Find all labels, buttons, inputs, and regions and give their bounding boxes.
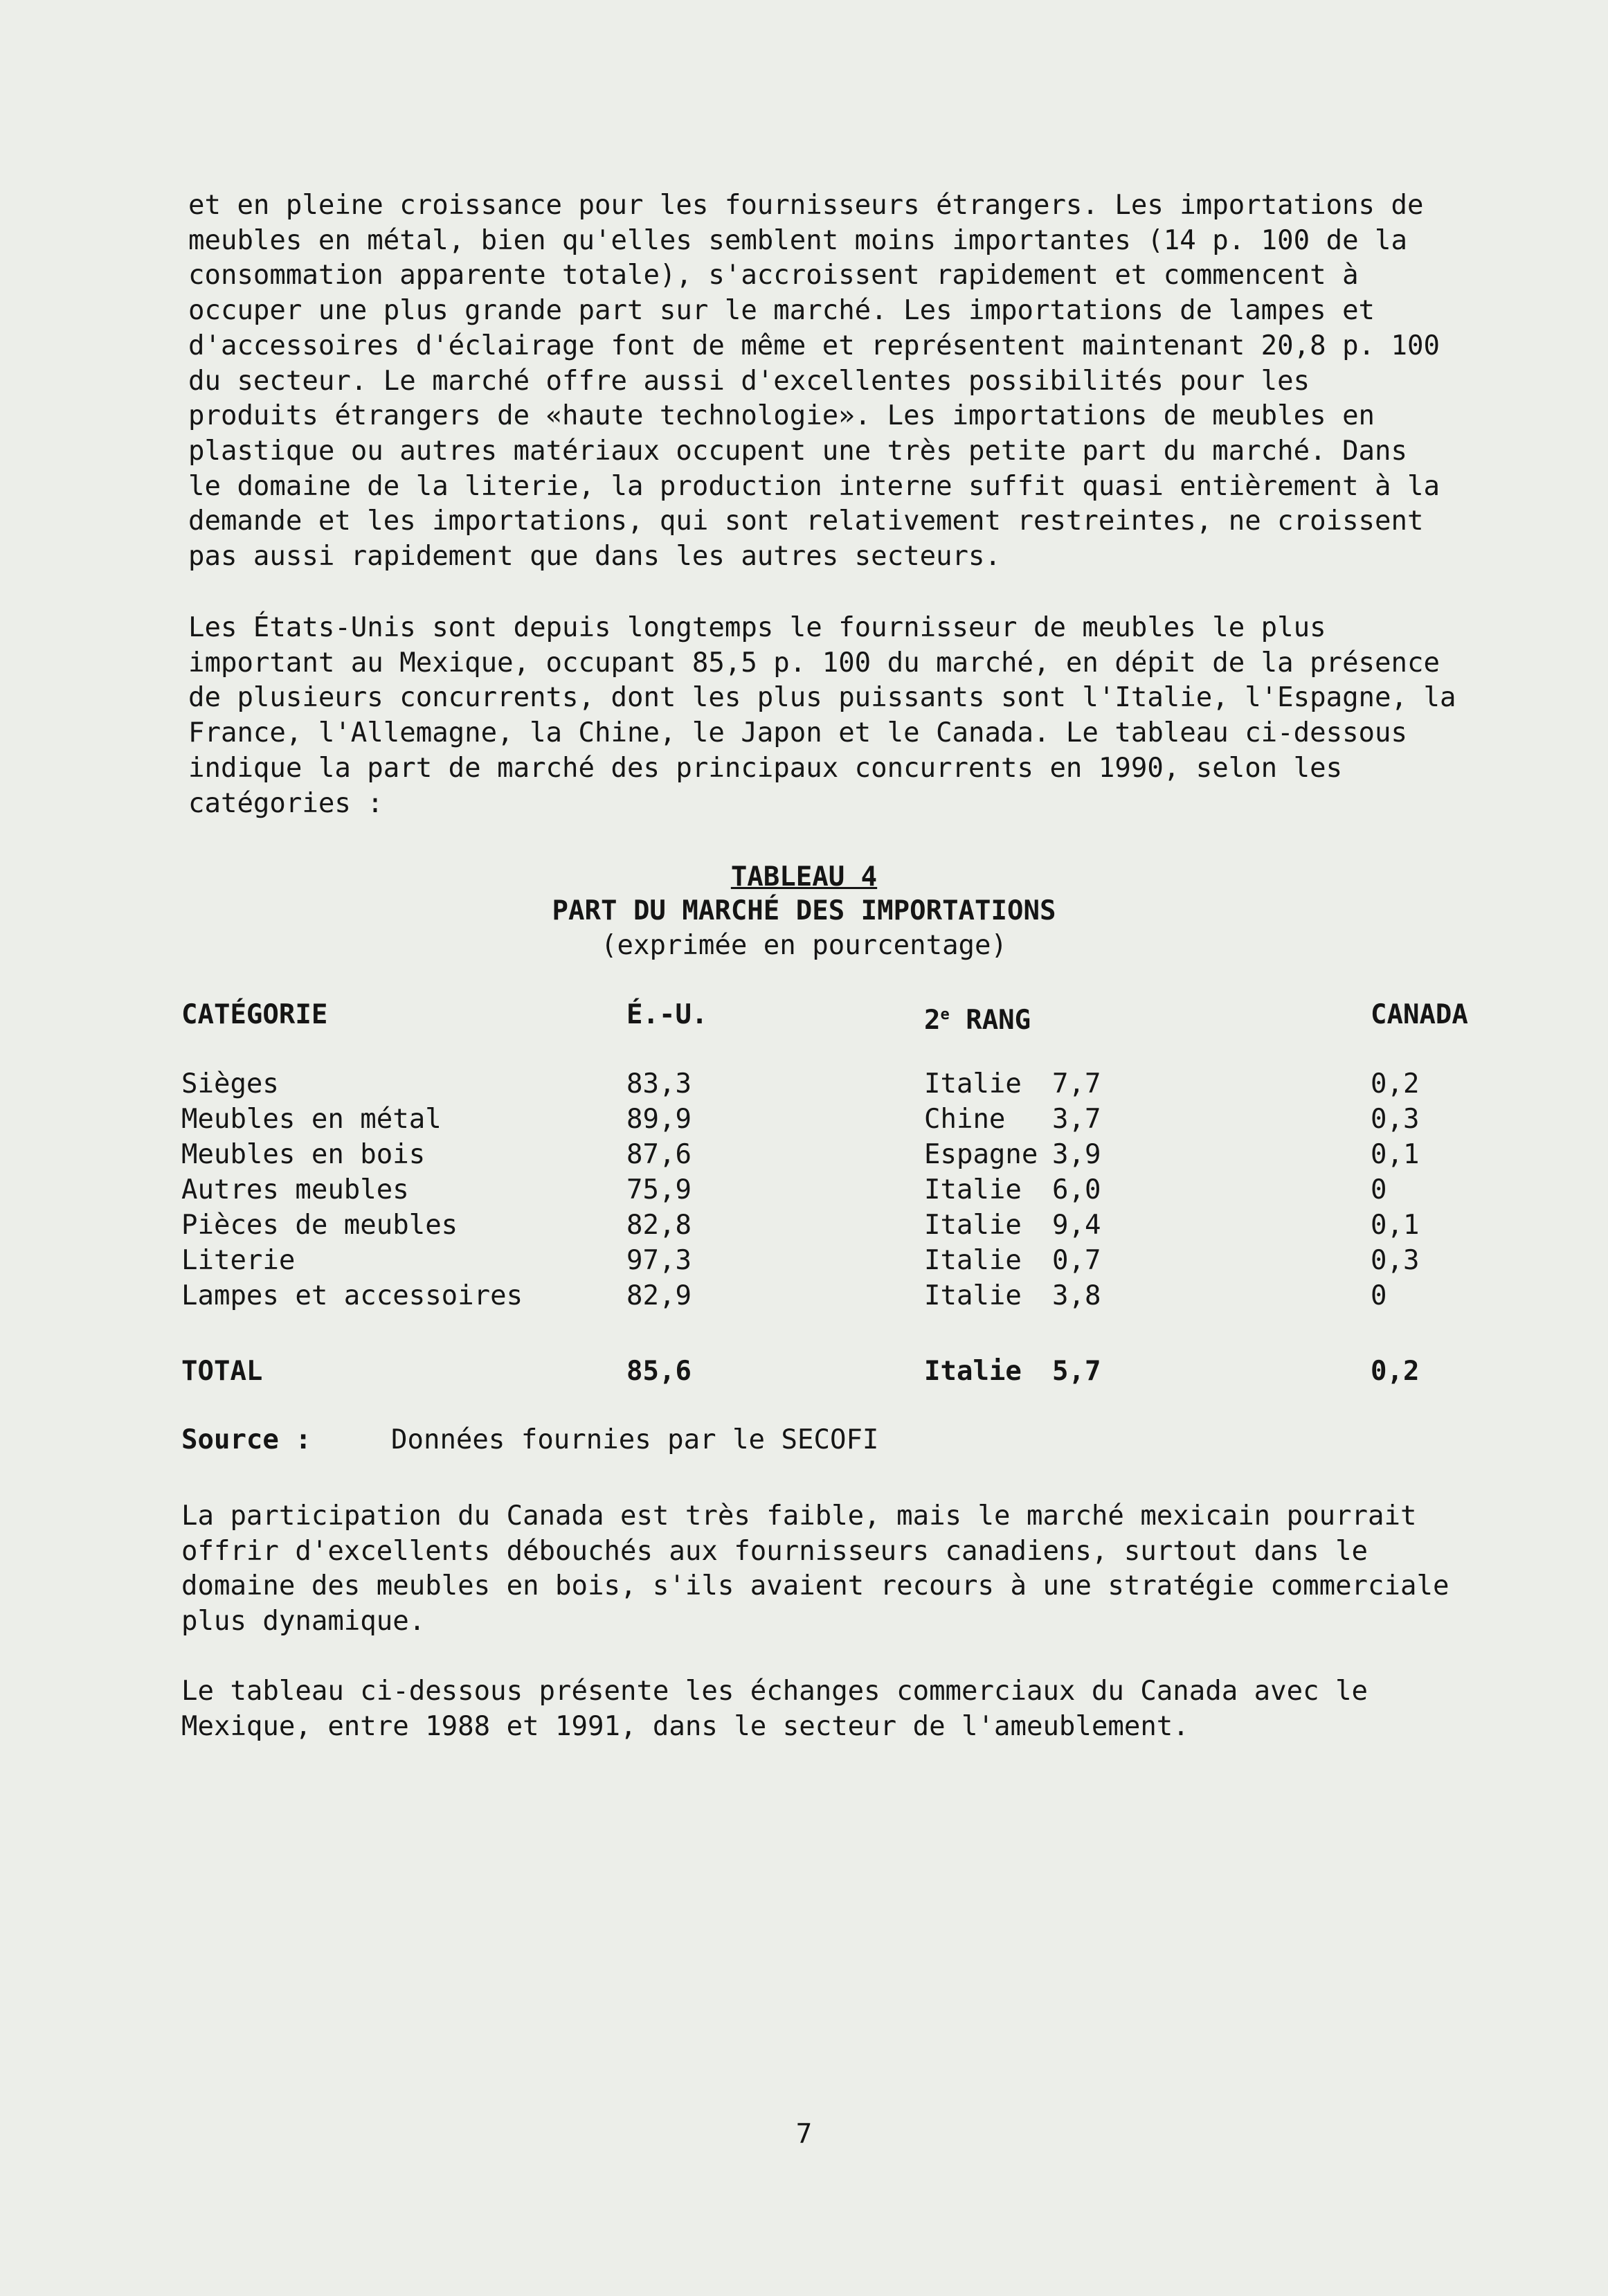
cell-canada: 0	[1371, 1280, 1387, 1311]
cell-second-value: 7,7	[1052, 1068, 1101, 1100]
cell-second-country: Italie	[924, 1174, 1022, 1205]
cell-canada: 0,2	[1371, 1068, 1420, 1100]
page-number: 7	[795, 2119, 813, 2150]
cell-category: Meubles en métal	[181, 1104, 442, 1135]
paragraph-canada-participation: La participation du Canada est très faible, mais le marché mexicain pourrait offrir d'excellents débouchés aux fournisseurs canadiens, surtout dans le domaine des meubles en bois, s'ils avaient recours à une stratégie commerciale plus dynamique.	[181, 1500, 1449, 1638]
cell-us: 83,3	[626, 1068, 692, 1100]
cell-canada: 0	[1371, 1174, 1387, 1205]
cell-canada: 0,1	[1371, 1139, 1420, 1170]
cell-category: Pièces de meubles	[181, 1210, 458, 1241]
total-canada: 0,2	[1371, 1356, 1420, 1387]
cell-category: Literie	[181, 1245, 296, 1276]
cell-second-country: Italie	[924, 1280, 1022, 1311]
cell-us: 87,6	[626, 1139, 692, 1170]
cell-second-value: 6,0	[1052, 1174, 1101, 1205]
cell-second-value: 3,7	[1052, 1104, 1101, 1135]
cell-category: Sièges	[181, 1068, 279, 1100]
cell-us: 97,3	[626, 1245, 692, 1276]
table-title: PART DU MARCHÉ DES IMPORTATIONS	[552, 895, 1056, 926]
cell-second-value: 9,4	[1052, 1210, 1101, 1241]
cell-us: 89,9	[626, 1104, 692, 1135]
header-canada: CANADA	[1371, 999, 1468, 1030]
table-number: TABLEAU 4	[730, 861, 878, 893]
total-us: 85,6	[626, 1356, 692, 1387]
cell-second-value: 3,8	[1052, 1280, 1101, 1311]
cell-second-country: Chine	[924, 1104, 1006, 1135]
cell-category: Lampes et accessoires	[181, 1280, 523, 1311]
cell-second-value: 0,7	[1052, 1245, 1101, 1276]
paragraph-us-supplier: Les États-Unis sont depuis longtemps le fournisseur de meubles le plus important au Mexique, occupant 85,5 p. 100 du marché, en dépit de la présence de plusieurs concurrents, dont les plus puissants sont l'Italie, l'Espagne, la France, l'Allemagne, la Chine, le Japon et le Canada. Le tableau ci-dessous indique la part de marché des principaux concurrents en 1990, selon les catégories :	[188, 612, 1456, 819]
total-second-country: Italie	[924, 1356, 1022, 1387]
cell-second-country: Italie	[924, 1068, 1022, 1100]
header-category: CATÉGORIE	[181, 999, 328, 1030]
cell-us: 82,8	[626, 1210, 692, 1241]
table-subtitle: (exprimée en pourcentage)	[601, 930, 1007, 961]
source-label: Source :	[181, 1424, 311, 1455]
paragraph-import-trends: et en pleine croissance pour les fournisseurs étrangers. Les importations de meubles en métal, bien qu'elles semblent moins importantes (14 p. 100 de la consommation apparente totale), s'accroissent rapidement et commencent à occuper une plus grande part sur le marché. Les importations de lampes et d'accessoires d'éclairage font de même et représentent maintenant 20,8 p. 100 du secteur. Le marché offre aussi d'excellentes possibilités pour les produits étrangers de «haute technologie». Les importations de meubles en plastique ou autres matériaux occupent une très petite part du marché. Dans le domaine de la literie, la production interne suffit quasi entièrement à la demande et les importations, qui sont relativement restreintes, ne croissent pas aussi rapidement que dans les autres secteurs.	[188, 190, 1440, 573]
cell-second-country: Espagne	[924, 1139, 1038, 1170]
source-text: Données fournies par le SECOFI	[391, 1424, 879, 1455]
header-second-rank: 2e RANG	[924, 1005, 1031, 1036]
cell-us: 75,9	[626, 1174, 692, 1205]
cell-us: 82,9	[626, 1280, 692, 1311]
total-second-value: 5,7	[1052, 1356, 1101, 1387]
cell-canada: 0,3	[1371, 1245, 1420, 1276]
paragraph-trade-table-intro: Le tableau ci-dessous présente les échanges commerciaux du Canada avec le Mexique, entre 1988 et 1991, dans le secteur de l'ameublement.	[181, 1676, 1368, 1742]
cell-category: Meubles en bois	[181, 1139, 426, 1170]
cell-canada: 0,3	[1371, 1104, 1420, 1135]
cell-category: Autres meubles	[181, 1174, 409, 1205]
cell-canada: 0,1	[1371, 1210, 1420, 1241]
total-category: TOTAL	[181, 1356, 263, 1387]
cell-second-country: Italie	[924, 1245, 1022, 1276]
header-us: É.-U.	[626, 999, 708, 1030]
cell-second-country: Italie	[924, 1210, 1022, 1241]
cell-second-value: 3,9	[1052, 1139, 1101, 1170]
